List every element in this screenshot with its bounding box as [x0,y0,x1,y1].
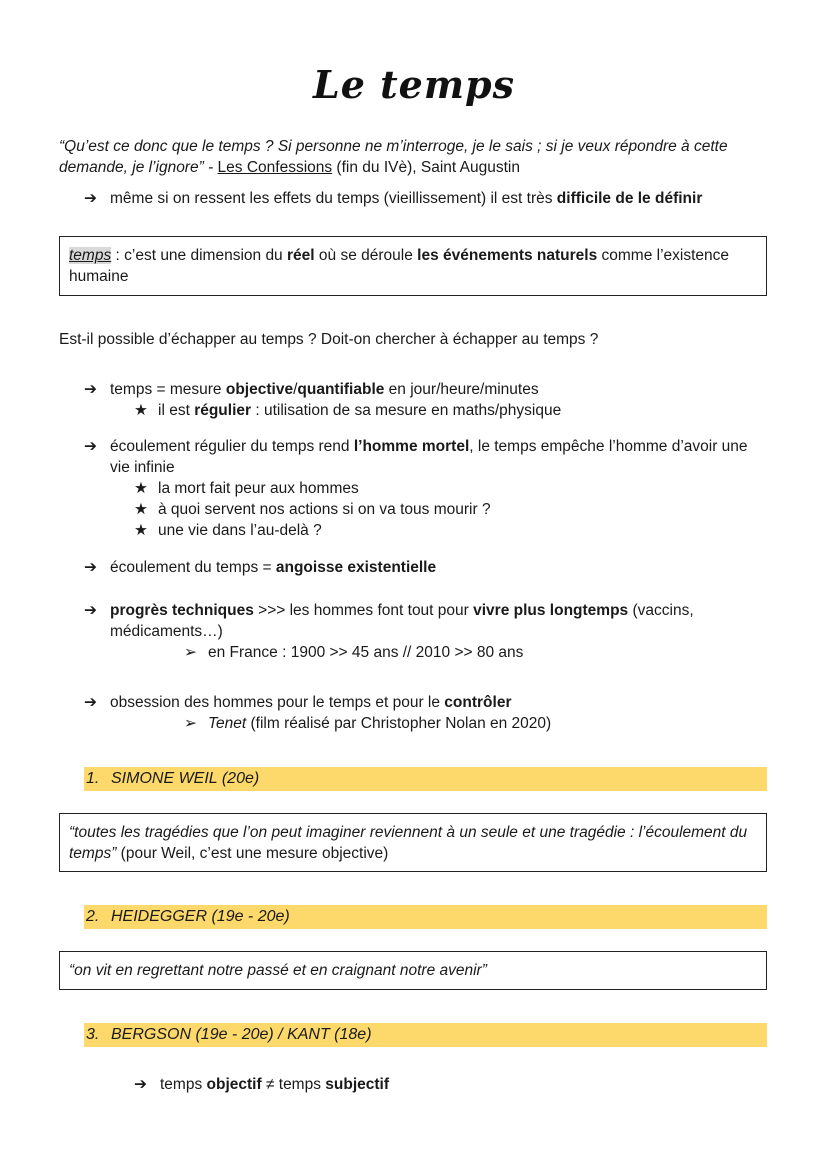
list-item: à quoi servent nos actions si on va tous mourir ? [158,501,491,518]
list-item-mortel: ➔ écoulement régulier du temps rend l’homme mortel, le temps empêche l’homme d’avoir une vie infinie ★ la mort fait peur aux hommes ★ à quoi servent nos actions si on va tous mourir ? ★ une vie dans l’au-delà ? [84,438,748,539]
arrow-icon: ➔ [134,1076,147,1093]
triangle-arrow-icon: ➢ [184,644,197,661]
weil-quote-box: “toutes les tragédies que l’on peut imaginer reviennent à un seule et une tragédie : l’écoulement du temps” (pour Weil, c’est une mesure objective) [59,813,767,872]
section-heading-bergson-kant: 3. BERGSON (19e - 20e) / KANT (18e) [84,1023,767,1047]
augustin-quote [59,136,759,178]
page-title: Le temps [312,62,516,107]
heidegger-quote-box: “on vit en regrettant notre passé et en craignant notre avenir” [59,951,767,990]
section-heading-weil: 1. SIMONE WEIL (20e) [84,767,767,791]
star-icon: ★ [134,522,148,539]
arrow-icon: ➔ [84,438,97,455]
triangle-arrow-icon: ➢ [184,715,197,732]
arrow-icon: ➔ [84,381,97,398]
list-item-progres: ➔ progrès techniques >>> les hommes font tout pour vivre plus longtemps (vaccins, médicaments…) ➢ en France : 1900 >> 45 ans // 2010 >> 80 ans [84,602,694,661]
list-item-objectif-subjectif: ➔ temps objectif ≠ temps subjectif [134,1076,390,1093]
arrow-icon: ➔ [84,559,97,576]
list-item-mesure: ➔ temps = mesure objective/quantifiable en jour/heure/minutes ★ il est régulier : utilisation de sa mesure en maths/physique [84,381,562,419]
arrow-icon: ➔ [84,694,97,711]
quote-line-2: demande, je l’ignore” - [59,159,218,176]
list-item-effects: ➔ même si on ressent les effets du temps (vieillissement) il est très difficile de le définir [84,190,703,207]
star-icon: ★ [134,402,148,419]
star-icon: ★ [134,480,148,497]
quote-source: Les Confessions [217,159,333,176]
list-item-angoisse: ➔ écoulement du temps = angoisse existentielle [84,559,437,576]
list-item-obsession: ➔ obsession des hommes pour le temps et pour le contrôler ➢ Tenet (film réalisé par Christopher Nolan en 2020) [84,694,552,732]
definition-box: temps : c’est une dimension du réel où se déroule les événements naturels comme l’existence humaine [59,236,767,296]
question-text: Est-il possible d’échapper au temps ? Doit-on chercher à échapper au temps ? [59,331,599,348]
definition-term: temps [69,247,112,264]
list-item: une vie dans l’au-delà ? [158,522,322,539]
arrow-icon: ➔ [84,190,97,207]
arrow-icon: ➔ [84,602,97,619]
list-item: la mort fait peur aux hommes [158,480,359,497]
star-icon: ★ [134,501,148,518]
quote-line-1: “Qu’est ce donc que le temps ? Si personne ne m’interroge, je le sais ; si je veux répondre à cette [59,138,728,155]
section-heading-heidegger: 2. HEIDEGGER (19e - 20e) [84,905,767,929]
quote-attribution: (fin du IVè), Saint Augustin [332,159,520,176]
